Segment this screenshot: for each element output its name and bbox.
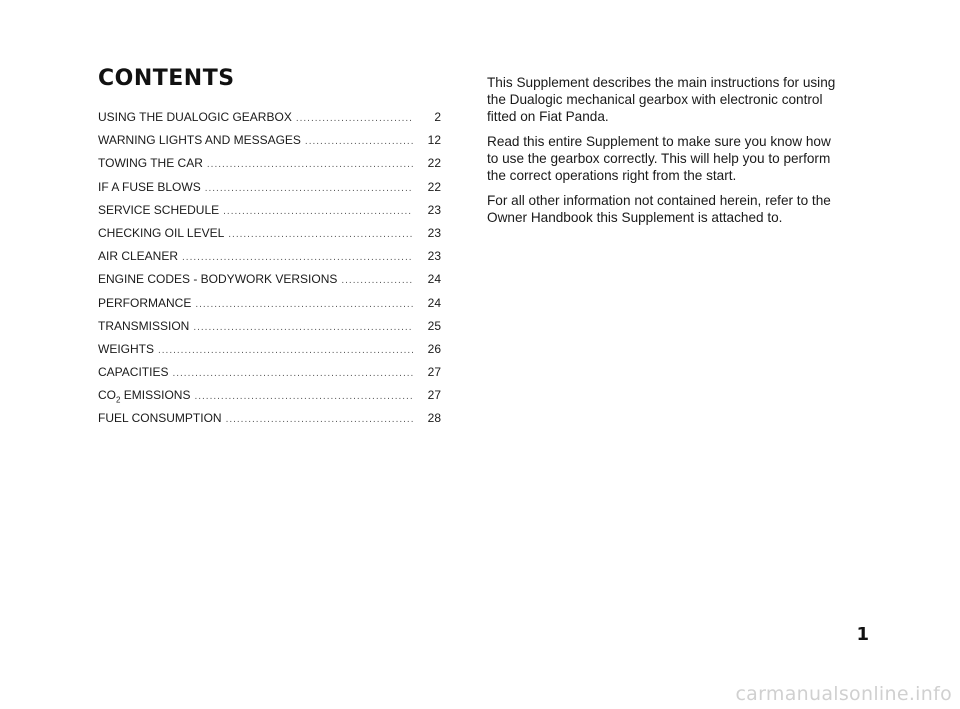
toc-leader-dots xyxy=(172,368,413,379)
toc-entry-page: 24 xyxy=(427,272,441,287)
toc-leader-dots xyxy=(193,322,413,333)
toc-leader-dots xyxy=(228,229,413,240)
toc-leader-dots xyxy=(158,345,413,356)
toc-leader-dots xyxy=(226,414,413,425)
toc-leader-dots xyxy=(223,206,413,217)
toc-entry-page: 27 xyxy=(427,388,441,403)
toc-entry[interactable] xyxy=(98,226,441,249)
toc-entry[interactable] xyxy=(98,296,441,319)
toc-entry-label: WARNING LIGHTS AND MESSAGES xyxy=(98,133,301,148)
toc-leader-dots xyxy=(195,299,413,310)
contents-title: CONTENTS xyxy=(98,66,235,91)
toc-leader-dots xyxy=(205,183,413,194)
toc-entry-label: FUEL CONSUMPTION xyxy=(98,411,222,426)
toc-entry-label: TOWING THE CAR xyxy=(98,156,203,171)
toc-entry-label: ENGINE CODES - BODYWORK VERSIONS xyxy=(98,272,338,287)
page-number: 1 xyxy=(856,624,869,645)
toc-entry-page: 26 xyxy=(427,341,441,356)
toc-entry[interactable] xyxy=(98,388,441,411)
toc-entry-label-subscript: 2 xyxy=(116,395,121,405)
intro-paragraph: This Supplement describes the main instructions for using the Dualogic mechanical gearbox with electronic control fitted on Fiat Panda. xyxy=(487,75,836,124)
toc-entry[interactable] xyxy=(98,203,441,226)
toc-entry-page: 22 xyxy=(427,156,441,171)
toc-entry[interactable] xyxy=(98,110,441,133)
toc-entry[interactable] xyxy=(98,411,441,434)
toc-entry-page: 25 xyxy=(427,318,441,333)
toc-leader-dots xyxy=(207,159,413,170)
toc-entry[interactable] xyxy=(98,342,441,365)
toc-entry-label: CHECKING OIL LEVEL xyxy=(98,225,225,240)
toc-entry-page: 2 xyxy=(434,110,441,124)
watermark: carmanualsonline.info xyxy=(735,683,952,705)
toc-leader-dots xyxy=(341,275,413,286)
toc-entry[interactable] xyxy=(98,249,441,272)
toc-entry-page: 23 xyxy=(427,202,441,217)
toc-entry[interactable] xyxy=(98,365,441,388)
toc-entry[interactable] xyxy=(98,156,441,179)
toc-entry-page: 12 xyxy=(427,133,441,148)
toc-entry-label: SERVICE SCHEDULE xyxy=(98,202,220,217)
intro-text xyxy=(487,74,837,234)
toc-entry-page: 23 xyxy=(427,249,441,264)
toc-entry-label: AIR CLEANER xyxy=(98,249,179,264)
toc-leader-dots xyxy=(296,113,413,124)
toc-entry-page: 27 xyxy=(427,365,441,380)
toc-entry-page: 24 xyxy=(427,295,441,310)
toc-leader-dots xyxy=(182,252,413,263)
toc-entry[interactable] xyxy=(98,133,441,156)
toc-entry[interactable] xyxy=(98,180,441,203)
toc-entry-page: 23 xyxy=(427,225,441,240)
toc-entry-label: CAPACITIES xyxy=(98,365,169,380)
toc-entry-label: TRANSMISSION xyxy=(98,318,190,333)
toc-entry[interactable] xyxy=(98,272,441,295)
toc-entry-label xyxy=(98,388,190,404)
toc-entry-page: 22 xyxy=(427,179,441,194)
toc-entry-label-main: CO xyxy=(98,388,116,403)
intro-paragraph: Read this entire Supplement to make sure you know how to use the gearbox correctly. This will help you to perform the correct operations right from the start. xyxy=(487,134,831,183)
contents-list xyxy=(98,110,441,435)
intro-paragraph: For all other information not contained herein, refer to the Owner Handbook this Supplement is attached to. xyxy=(487,193,831,225)
toc-entry-label-rest: EMISSIONS xyxy=(120,388,191,403)
toc-entry-label: USING THE DUALOGIC GEARBOX xyxy=(98,110,292,124)
toc-entry-page: 28 xyxy=(427,411,441,426)
toc-leader-dots xyxy=(305,136,413,147)
toc-entry-label: WEIGHTS xyxy=(98,341,154,356)
toc-entry-label: PERFORMANCE xyxy=(98,295,192,310)
toc-entry-label: IF A FUSE BLOWS xyxy=(98,179,201,194)
toc-leader-dots xyxy=(194,391,413,402)
toc-entry[interactable] xyxy=(98,319,441,342)
